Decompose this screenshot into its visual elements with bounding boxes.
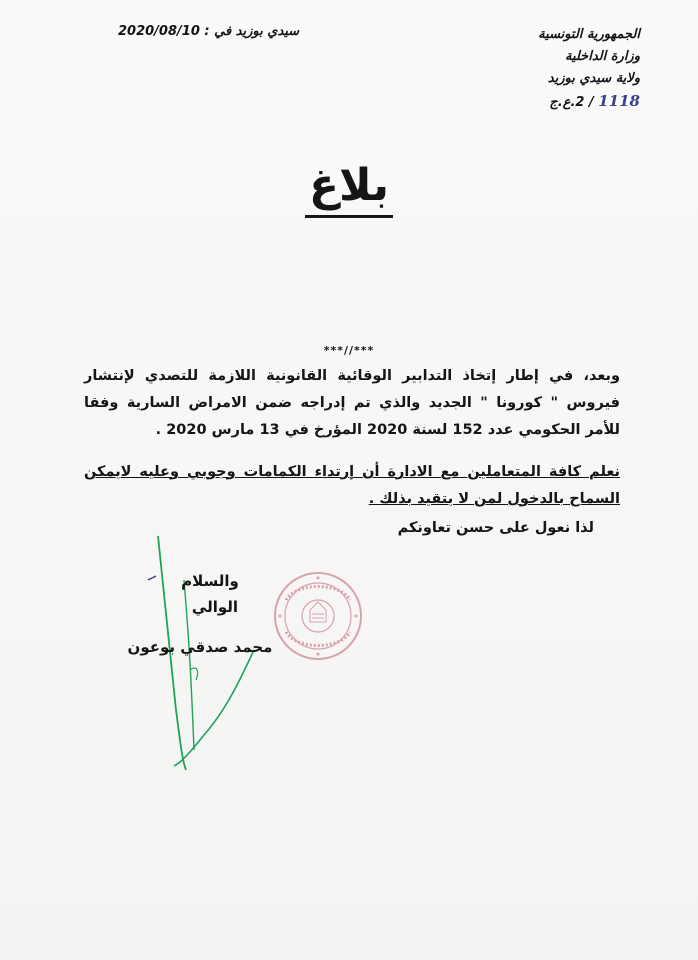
letterhead (440, 24, 640, 114)
reference-suffix: / 2.ع.ج (549, 95, 594, 110)
ministry-name: وزارة الداخلية (564, 49, 640, 64)
governorate-name: ولاية سيدي بوزيد (547, 71, 640, 86)
official-seal (272, 570, 364, 662)
separator: ***//*** (323, 344, 375, 357)
body-paragraph-2 (84, 459, 620, 513)
reference-line (440, 90, 640, 114)
closing-line: لذا نعول على حسن تعاونكم (397, 520, 594, 536)
body-paragraph-1: وبعد، في إطار إتخاذ التدابير الوقائية القانونية اللازمة للتصدي لإنتشار فيروس " كورونا " الجديد والذي تم إدراجه ضمن الامراض السارية وفقا للأمر الحكومي عدد 152 لسنة 2020 المؤرخ في 13 مارس 2020 . (84, 368, 620, 438)
document-title: بلاغ (305, 161, 393, 218)
place-date: سيدي بوزيد في : 2020/08/10 (118, 24, 300, 39)
reference-number: 1118 (598, 92, 640, 110)
signature-block (120, 568, 280, 660)
signer-name: محمد صدقي بوعون (127, 638, 273, 656)
document-title-wrap (0, 160, 698, 218)
republic-name: الجمهورية التونسية (538, 27, 640, 42)
salutation: والسلام (181, 572, 239, 590)
notice-underlined: نعلم كافة المتعاملين مع الادارة أن إرتداء الكمامات وجوبي وعليه لايمكن السماح بالدخول لمن لا يتقيد بذلك . (84, 464, 620, 507)
signer-role: الوالي (191, 598, 239, 616)
